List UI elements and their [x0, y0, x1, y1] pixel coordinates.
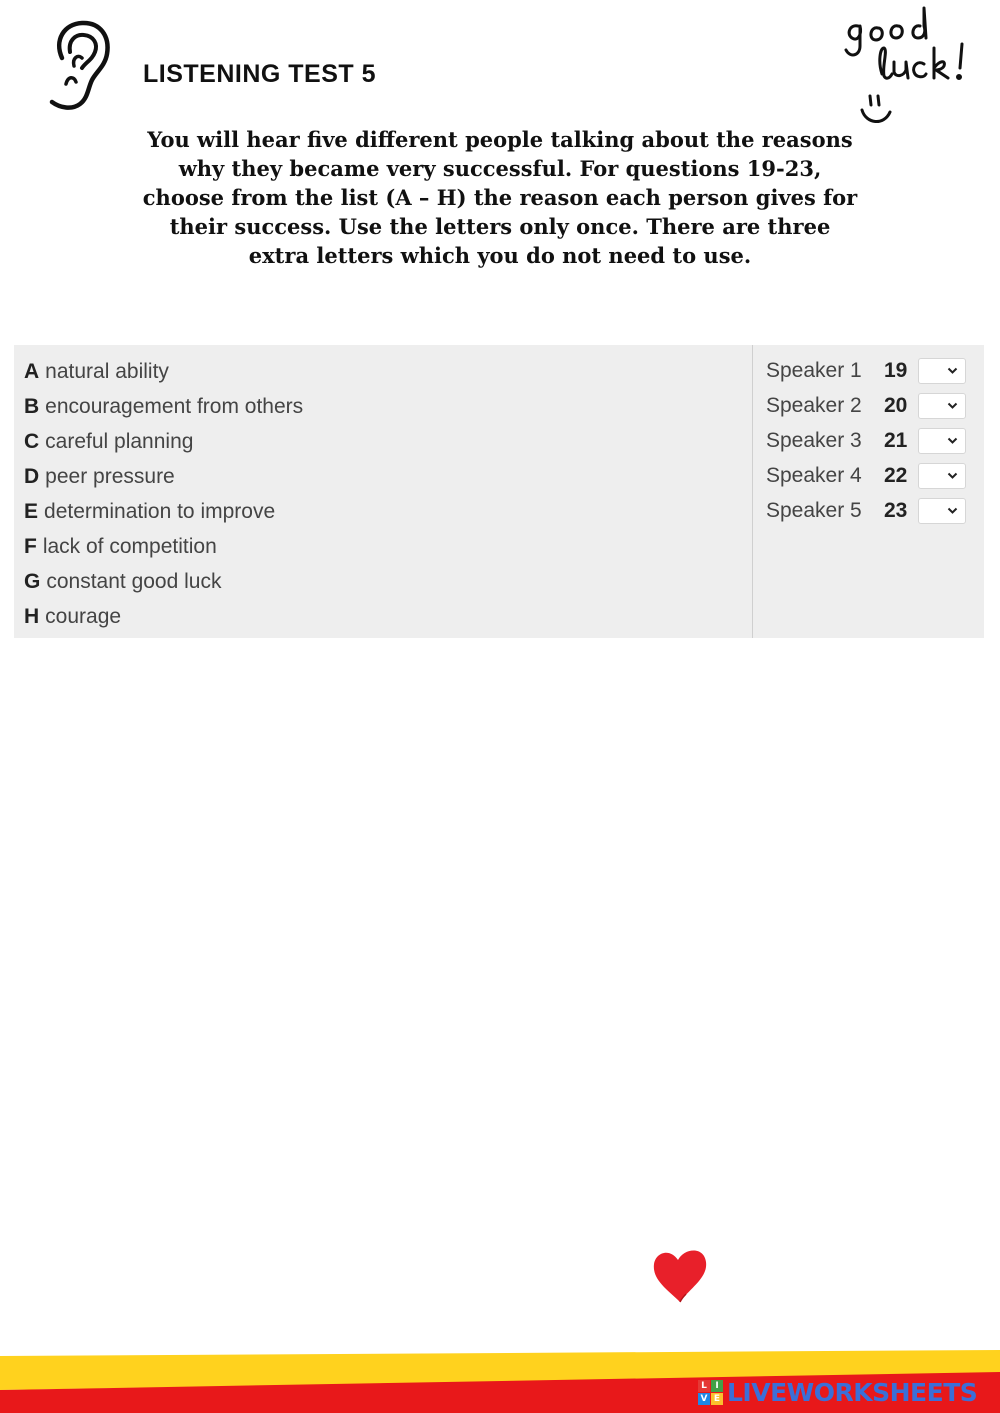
- brand-badge-letter: L: [698, 1380, 710, 1392]
- option-text: encouragement from others: [45, 395, 304, 418]
- answer-dropdown-20[interactable]: [918, 393, 966, 419]
- option-b: [24, 389, 303, 424]
- speaker-label: Speaker 3: [766, 428, 862, 452]
- brand-badge: [698, 1380, 723, 1405]
- option-e: [24, 494, 303, 529]
- option-text: determination to improve: [44, 500, 276, 523]
- question-number: 22: [884, 463, 908, 487]
- option-letter: E: [24, 500, 39, 523]
- chevron-down-icon: [947, 402, 958, 410]
- option-letter: G: [24, 570, 41, 593]
- matching-panel: [14, 345, 984, 638]
- brand-badge-letter: I: [711, 1380, 723, 1392]
- option-letter: A: [24, 360, 40, 383]
- chevron-down-icon: [947, 437, 958, 445]
- option-c: [24, 424, 303, 459]
- option-text: constant good luck: [46, 570, 222, 593]
- speaker-label: Speaker 5: [766, 498, 862, 522]
- liveworksheets-logo[interactable]: [698, 1377, 977, 1407]
- option-a: [24, 354, 303, 389]
- brand-badge-letter: E: [711, 1393, 723, 1405]
- option-letter: C: [24, 430, 40, 453]
- option-text: peer pressure: [45, 465, 175, 488]
- chevron-down-icon: [947, 367, 958, 375]
- speaker-answers: [766, 353, 966, 528]
- option-g: [24, 564, 303, 599]
- speaker-label: Speaker 2: [766, 393, 862, 417]
- option-letter: D: [24, 465, 40, 488]
- option-text: careful planning: [45, 430, 194, 453]
- column-divider: [752, 345, 753, 638]
- option-letter: B: [24, 395, 40, 418]
- question-number: 23: [884, 498, 908, 522]
- brand-name: LIVEWORKSHEETS: [727, 1377, 978, 1407]
- answer-dropdown-23[interactable]: [918, 498, 966, 524]
- speaker-row-3: [766, 423, 966, 458]
- answer-dropdown-21[interactable]: [918, 428, 966, 454]
- speaker-row-4: [766, 458, 966, 493]
- speaker-label: Speaker 1: [766, 358, 862, 382]
- chevron-down-icon: [947, 472, 958, 480]
- option-text: natural ability: [45, 360, 169, 383]
- page-title: LISTENING TEST 5: [143, 60, 377, 88]
- answer-dropdown-19[interactable]: [918, 358, 966, 384]
- chevron-down-icon: [947, 507, 958, 515]
- speaker-row-1: [766, 353, 966, 388]
- ear-icon: [44, 18, 114, 112]
- brand-badge-letter: V: [698, 1393, 710, 1405]
- options-list: [24, 354, 303, 634]
- option-text: lack of competition: [42, 535, 217, 558]
- option-d: [24, 459, 303, 494]
- instructions-text: You will hear five different people talking about the reasons why they became very successful. For questions 19-23, choose from the list (A – H) the reason each person gives for their success. Use the letters only once. There are three extra letters which you do not need to use.: [142, 127, 858, 268]
- good-luck-handwriting: [838, 4, 978, 132]
- answer-dropdown-22[interactable]: [918, 463, 966, 489]
- speaker-label: Speaker 4: [766, 463, 862, 487]
- speaker-row-5: [766, 493, 966, 528]
- option-f: [24, 529, 303, 564]
- option-text: courage: [45, 605, 122, 628]
- question-number: 20: [884, 393, 908, 417]
- speaker-row-2: [766, 388, 966, 423]
- question-number: 21: [884, 428, 908, 452]
- heart-icon: [648, 1244, 712, 1306]
- option-letter: F: [24, 535, 37, 558]
- question-number: 19: [884, 358, 908, 382]
- option-letter: H: [24, 605, 40, 628]
- option-h: [24, 599, 303, 634]
